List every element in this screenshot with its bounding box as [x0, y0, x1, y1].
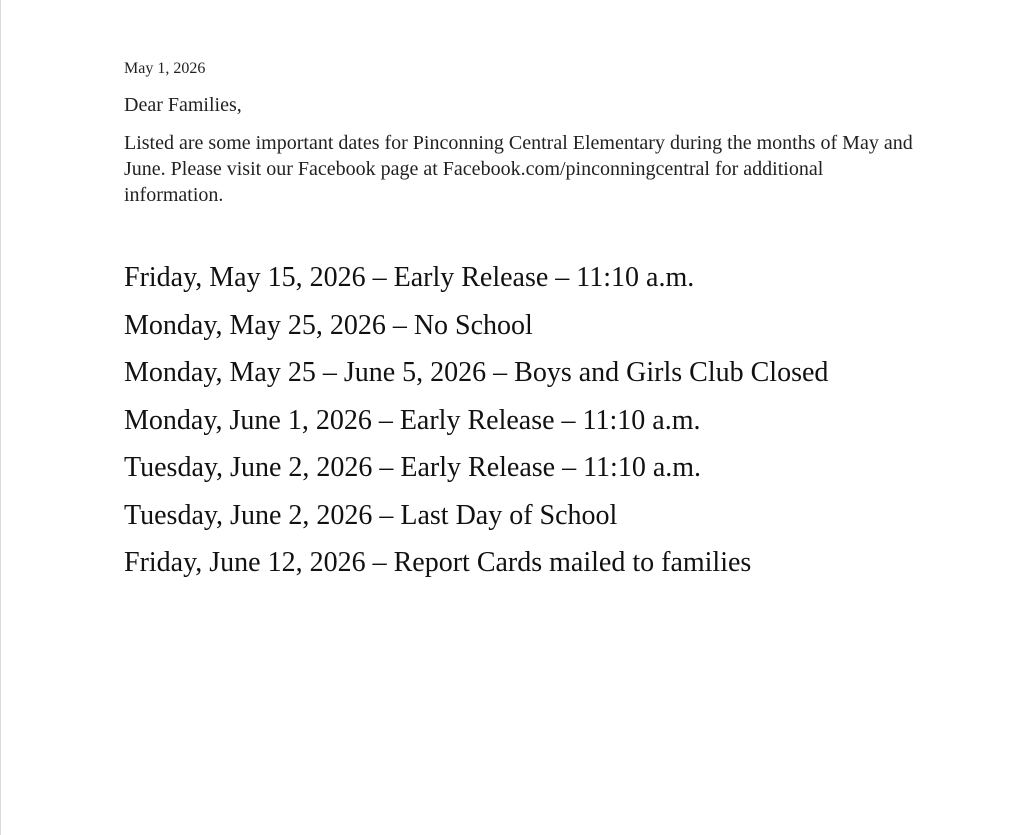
letter-greeting: Dear Families,	[124, 94, 242, 116]
list-item: Monday, June 1, 2026 – Early Release – 11:10 a.m.	[124, 404, 701, 436]
letter-intro: Listed are some important dates for Pinconning Central Elementary during the months of May and June. Please visit our Facebook page at Facebook.com/pinconningcentral for additional information.	[124, 132, 913, 206]
list-item: Monday, May 25, 2026 – No School	[124, 309, 533, 341]
list-item: Friday, June 12, 2026 – Report Cards mailed to families	[124, 547, 752, 578]
important-dates-list	[124, 260, 914, 581]
letter-body	[124, 58, 914, 593]
letter-date: May 1, 2026	[124, 60, 206, 77]
list-item: Monday, May 25 – June 5, 2026 – Boys and Girls Club Closed	[124, 357, 829, 388]
list-item: Tuesday, June 2, 2026 – Last Day of School	[124, 499, 618, 531]
list-item: Tuesday, June 2, 2026 – Early Release – 11:10 a.m.	[124, 452, 702, 483]
list-item: Friday, May 15, 2026 – Early Release – 11:10 a.m.	[124, 262, 695, 293]
